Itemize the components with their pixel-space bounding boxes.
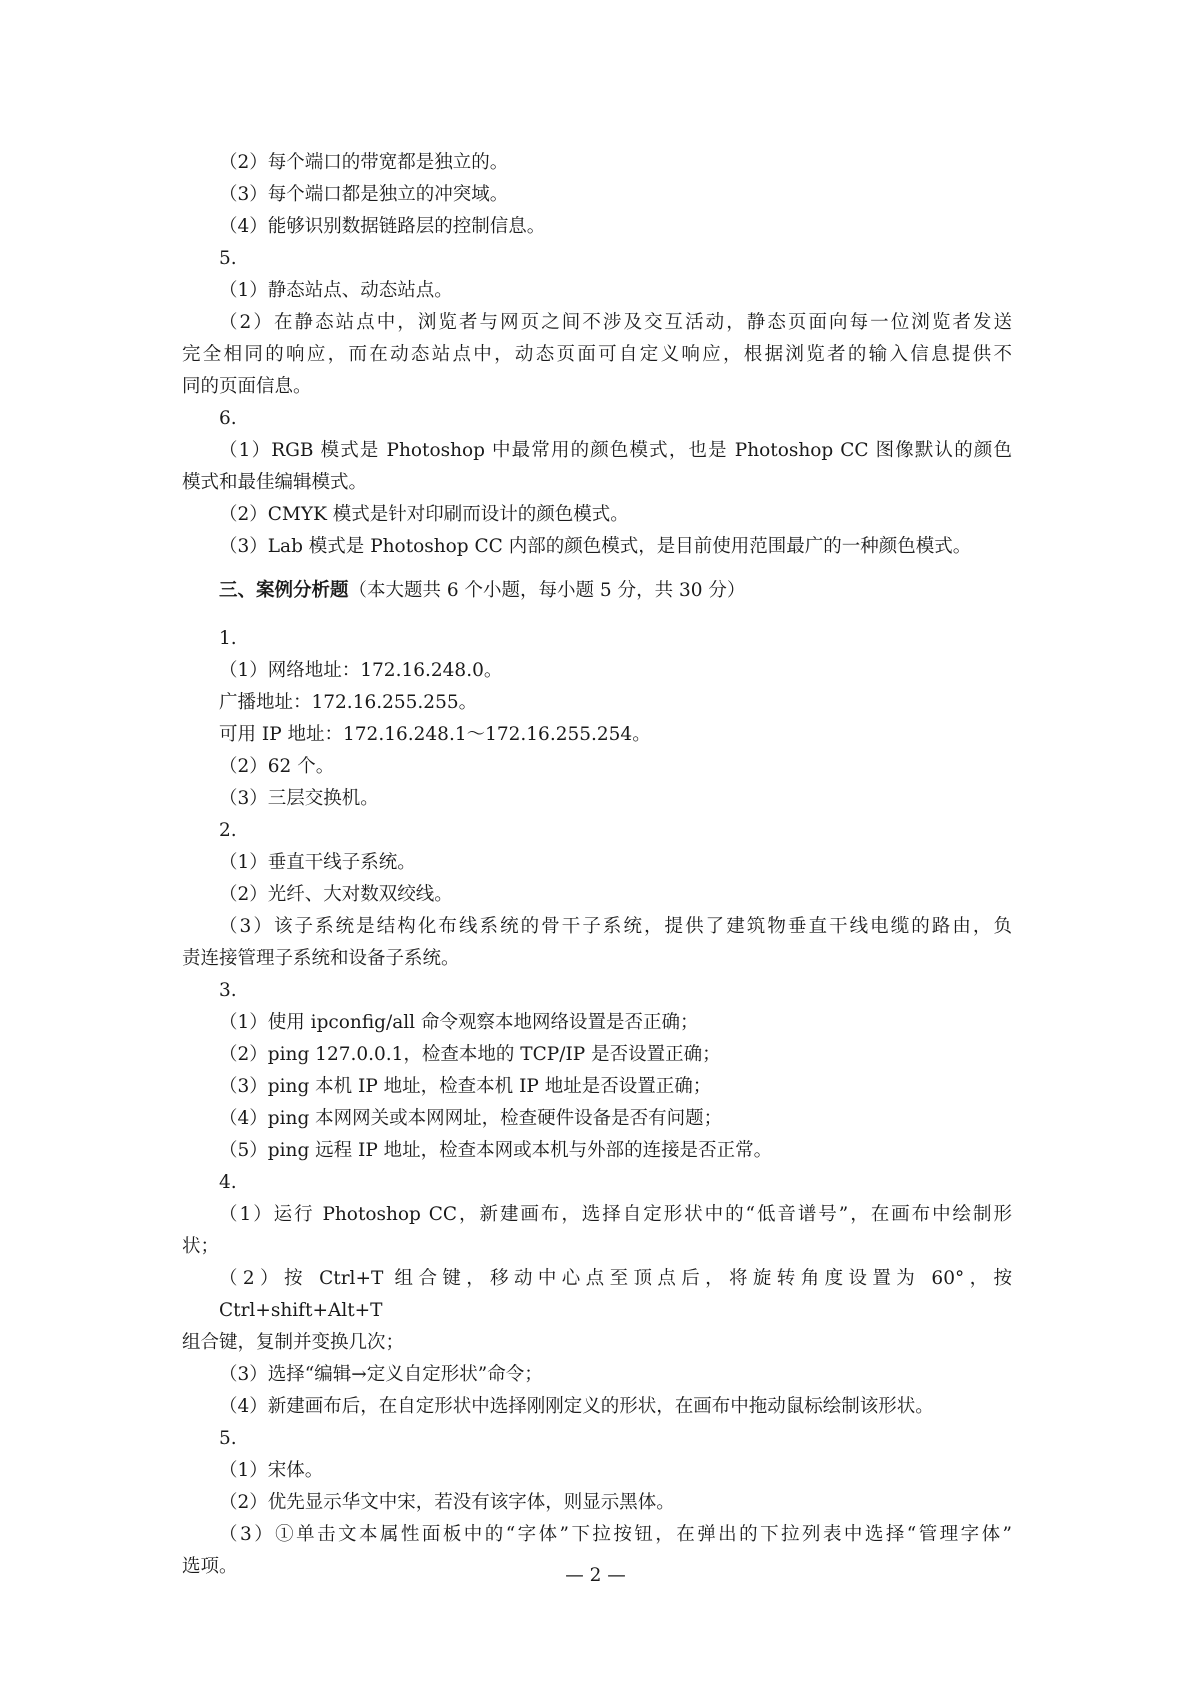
text-line: （2）CMYK 模式是针对印刷而设计的颜色模式。 — [219, 504, 629, 525]
text-line: （3）每个端口都是独立的冲突域。 — [219, 184, 509, 205]
text-line: （3）选择“编辑→定义自定形状”命令； — [219, 1364, 543, 1385]
text-line: （2）ping 127.0.0.1，检查本地的 TCP/IP 是否设置正确； — [219, 1044, 721, 1065]
page-content — [182, 147, 1012, 1583]
text-line: （1）宋体。 — [219, 1460, 324, 1481]
text-line: （1）使用 ipconfig/all 命令观察本地网络设置是否正确； — [219, 1012, 699, 1033]
text-line: 广播地址：172.16.255.255。 — [219, 692, 478, 713]
text-line: 6. — [219, 408, 237, 429]
page-number: — 2 — — [565, 1565, 626, 1586]
answers-block-top — [182, 147, 1012, 563]
text-line: （2）在静态站点中，浏览者与网页之间不涉及交互活动，静态页面向每一位浏览者发送 — [219, 312, 1012, 333]
text-line: （5）ping 远程 IP 地址，检查本网或本机与外部的连接是否正常。 — [219, 1140, 773, 1161]
text-line: 1. — [219, 628, 237, 649]
text-line: 同的页面信息。 — [182, 376, 312, 397]
text-line: （3）三层交换机。 — [219, 788, 379, 809]
text-line: （3）Lab 模式是 Photoshop CC 内部的颜色模式，是目前使用范围最广的一种颜色模式。 — [219, 536, 972, 557]
text-line: 完全相同的响应，而在动态站点中，动态页面可自定义响应，根据浏览者的输入信息提供不 — [182, 344, 1012, 365]
text-line: （4）能够识别数据链路层的控制信息。 — [219, 216, 546, 237]
text-line: 可用 IP 地址：172.16.248.1～172.16.255.254。 — [219, 724, 651, 745]
text-line: （2）优先显示华文中宋，若没有该字体，则显示黑体。 — [219, 1492, 675, 1513]
text-line: 模式和最佳编辑模式。 — [182, 472, 368, 493]
text-line: （4）ping 本网网关或本网网址，检查硬件设备是否有问题； — [219, 1108, 723, 1129]
text-line: 4. — [219, 1172, 237, 1193]
text-line: （1）静态站点、动态站点。 — [219, 280, 453, 301]
text-line: （4）新建画布后，在自定形状中选择刚刚定义的形状，在画布中拖动鼠标绘制该形状。 — [219, 1396, 934, 1417]
text-line: （3）①单击文本属性面板中的“字体”下拉按钮，在弹出的下拉列表中选择“管理字体” — [219, 1524, 1012, 1545]
text-line: 组合键，复制并变换几次； — [182, 1332, 405, 1353]
text-line: 状； — [182, 1236, 220, 1257]
text-line: 责连接管理子系统和设备子系统。 — [182, 948, 460, 969]
text-line: （2）光纤、大对数双绞线。 — [219, 884, 453, 905]
text-line: 5. — [219, 248, 237, 269]
text-line: （2）62 个。 — [219, 756, 335, 777]
answers-block-bottom — [182, 623, 1012, 1583]
text-line: 2. — [219, 820, 237, 841]
text-line: （3）ping 本机 IP 地址，检查本机 IP 地址是否设置正确； — [219, 1076, 712, 1097]
text-line: （2）每个端口的带宽都是独立的。 — [219, 152, 509, 173]
text-line: （1）RGB 模式是 Photoshop 中最常用的颜色模式，也是 Photoshop CC 图像默认的颜色 — [219, 440, 1012, 461]
text-line: （1）运行 Photoshop CC，新建画布，选择自定形状中的“低音谱号”，在画布中绘制形 — [219, 1204, 1012, 1225]
text-line: （2）按 Ctrl+T 组合键，移动中心点至顶点后，将旋转角度设置为 60°，按 Ctrl+shift+Alt+T — [219, 1268, 1012, 1321]
section-note: （本大题共 6 个小题，每小题 5 分，共 30 分） — [348, 580, 746, 601]
text-line: 3. — [219, 980, 237, 1001]
section-title: 三、案例分析题 — [219, 580, 349, 601]
text-line: （1）垂直干线子系统。 — [219, 852, 416, 873]
text-line: （3）该子系统是结构化布线系统的骨干子系统，提供了建筑物垂直干线电缆的路由，负 — [219, 916, 1012, 937]
section-heading — [219, 575, 1012, 607]
text-line: （1）网络地址：172.16.248.0。 — [219, 660, 503, 681]
text-line: 5. — [219, 1428, 237, 1449]
text-line: 选项。 — [182, 1556, 238, 1577]
